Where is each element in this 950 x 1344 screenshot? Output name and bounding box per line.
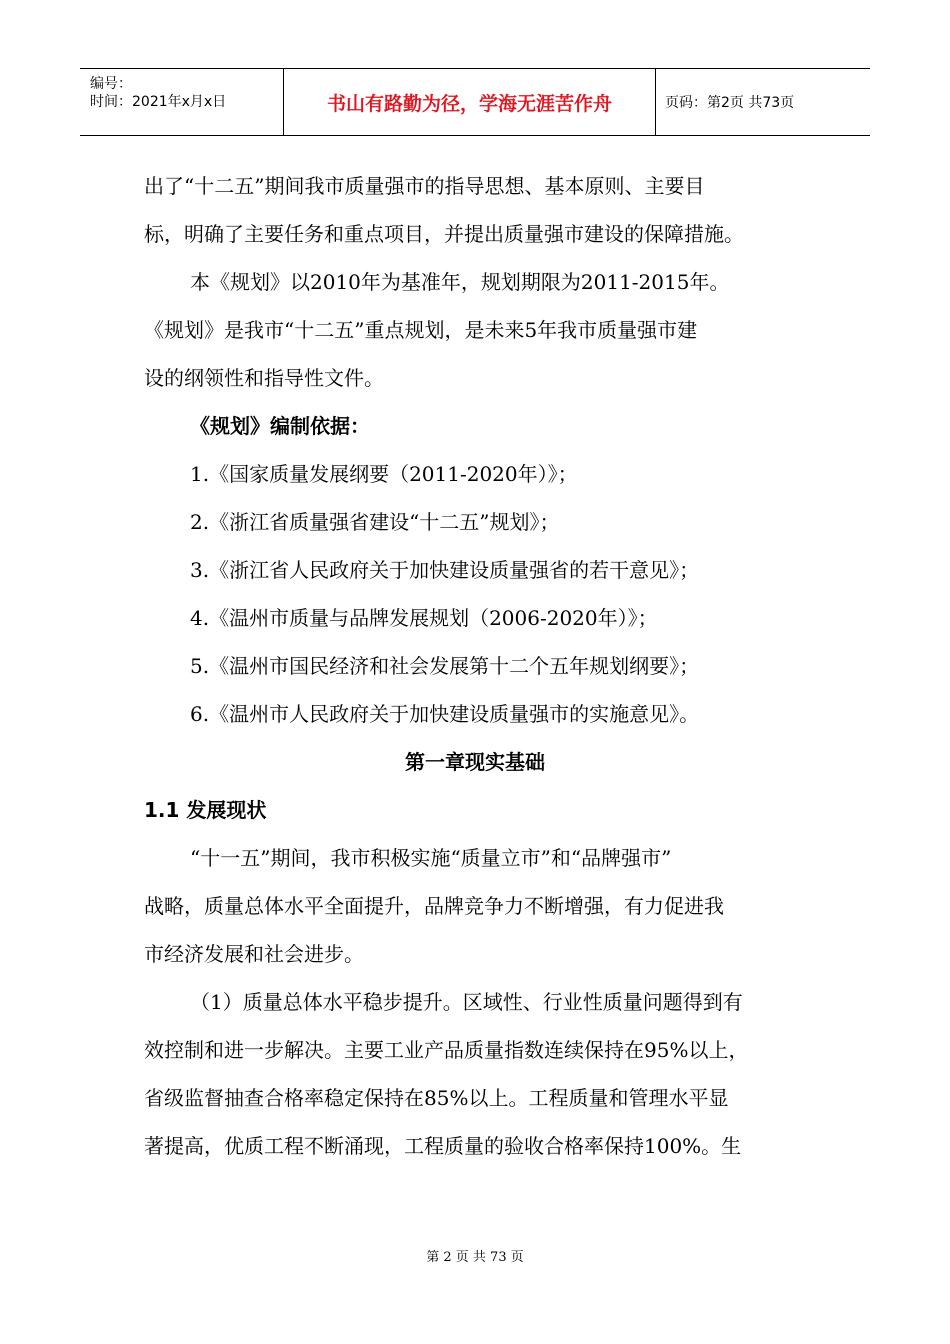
header-page-info: 页码：第2页 共73页 bbox=[665, 95, 795, 111]
header-table bbox=[80, 68, 870, 136]
paragraph-line: 效控制和进一步解决。主要工业产品质量指数连续保持在95%以上， bbox=[144, 1038, 749, 1062]
paragraph-line: 市经济发展和社会进步。 bbox=[144, 942, 364, 966]
paragraph-line: 《规划》是我市“十二五”重点规划，是未来5年我市质量强市建 bbox=[144, 318, 698, 342]
chapter-title: 第一章现实基础 bbox=[405, 750, 545, 774]
paragraph-line: 设的纲领性和指导性文件。 bbox=[144, 366, 384, 390]
paragraph-line: 出了“十二五”期间我市质量强市的指导思想、基本原则、主要目 bbox=[144, 174, 705, 198]
document-body bbox=[144, 162, 806, 1170]
paragraph-line: 战略，质量总体水平全面提升，品牌竞争力不断增强，有力促进我 bbox=[144, 894, 724, 918]
subsection-heading: 1.1 发展现状 bbox=[144, 798, 267, 822]
basis-list-item: 2.《浙江省质量强省建设“十二五”规划》； bbox=[190, 510, 560, 534]
section-heading: 《规划》编制依据： bbox=[190, 414, 370, 438]
paragraph-line: 省级监督抽查合格率稳定保持在85%以上。工程质量和管理水平显 bbox=[144, 1086, 729, 1110]
page-footer: 第 2 页 共 73 页 bbox=[426, 1250, 524, 1265]
paragraph-line: 本《规划》以2010年为基准年，规划期限为2011-2015年。 bbox=[190, 270, 730, 294]
date-label: 时间：2021年x月x日 bbox=[90, 94, 227, 110]
basis-list-item: 4.《温州市质量与品牌发展规划（2006-2020年）》； bbox=[190, 606, 658, 630]
paragraph-line: 标，明确了主要任务和重点项目，并提出质量强市建设的保障措施。 bbox=[144, 222, 744, 246]
basis-list-item: 5.《温州市国民经济和社会发展第十二个五年规划纲要》； bbox=[190, 654, 700, 678]
paragraph-line: 著提高，优质工程不断涌现，工程质量的验收合格率保持100%。生 bbox=[144, 1134, 742, 1158]
number-label: 编号： bbox=[90, 76, 132, 92]
basis-list-item: 3.《浙江省人民政府关于加快建设质量强省的若干意见》； bbox=[190, 558, 700, 582]
header-motto: 书山有路勤为径，学海无涯苦作舟 bbox=[284, 69, 656, 135]
basis-list-item: 1.《国家质量发展纲要（2011-2020年）》； bbox=[190, 462, 578, 486]
basis-list-item: 6.《温州市人民政府关于加快建设质量强市的实施意见》。 bbox=[190, 702, 700, 726]
paragraph-line: “十一五”期间，我市积极实施“质量立市”和“品牌强市” bbox=[190, 846, 672, 870]
header-meta bbox=[80, 69, 284, 135]
paragraph-line: （1）质量总体水平稳步提升。区域性、行业性质量问题得到有 bbox=[190, 990, 743, 1014]
